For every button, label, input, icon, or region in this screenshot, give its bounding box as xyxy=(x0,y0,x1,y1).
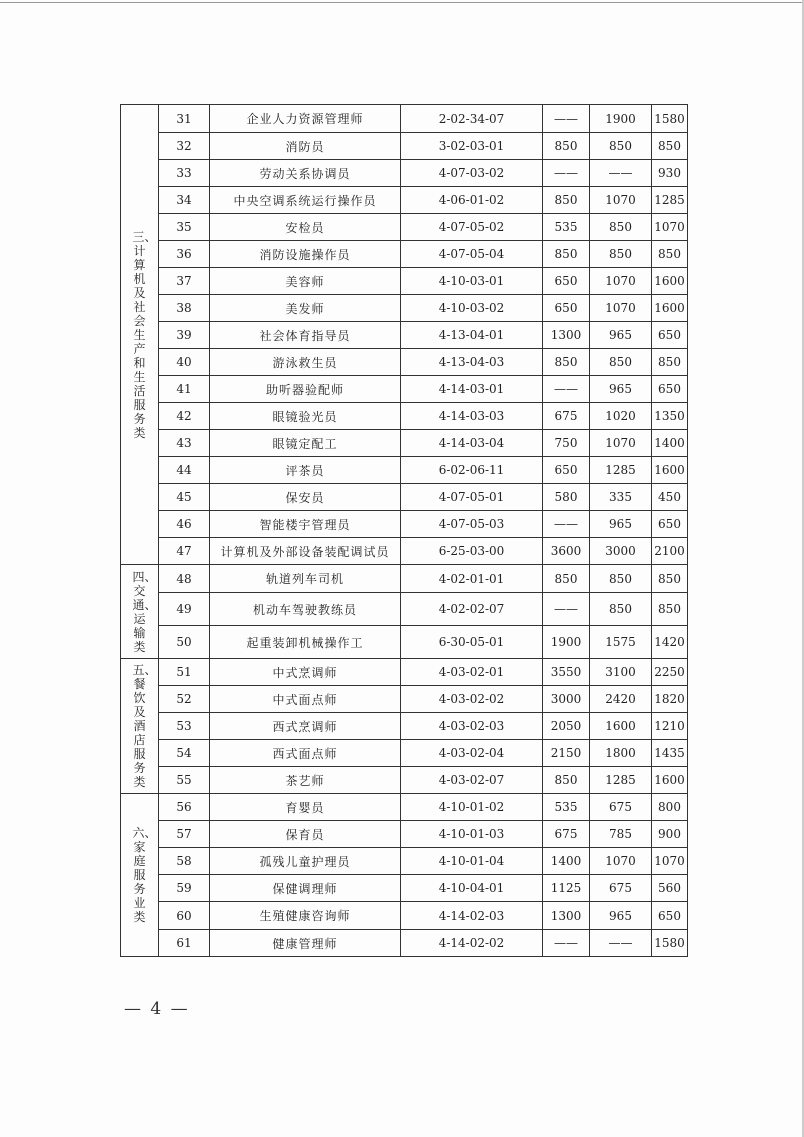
subsidy-level-a: 3550 xyxy=(543,659,590,686)
occupation-name: 茶艺师 xyxy=(210,767,401,794)
subsidy-level-a: 1900 xyxy=(543,626,590,659)
table-row xyxy=(121,511,688,538)
subsidy-level-c: 560 xyxy=(652,875,688,902)
table-row xyxy=(121,686,688,713)
table-row xyxy=(121,133,688,160)
row-number: 44 xyxy=(159,457,210,484)
subsidy-level-c: 2100 xyxy=(652,538,688,565)
table-row xyxy=(121,268,688,295)
occupation-name: 助听器验配师 xyxy=(210,376,401,403)
subsidy-level-b: 1285 xyxy=(590,767,652,794)
category-cell xyxy=(121,105,159,565)
row-number: 56 xyxy=(159,794,210,821)
row-number: 43 xyxy=(159,430,210,457)
subsidy-level-a: 1300 xyxy=(543,902,590,930)
subsidy-level-c: 850 xyxy=(652,565,688,593)
row-number: 41 xyxy=(159,376,210,403)
subsidy-level-a: 850 xyxy=(543,767,590,794)
occupation-code: 4-10-03-02 xyxy=(401,295,543,322)
subsidy-level-b: 850 xyxy=(590,214,652,241)
occupation-code: 4-07-05-01 xyxy=(401,484,543,511)
row-number: 50 xyxy=(159,626,210,659)
subsidy-level-c: 850 xyxy=(652,349,688,376)
category-label: 六、家庭服务业类 xyxy=(132,826,157,924)
subsidy-level-c: 850 xyxy=(652,241,688,268)
occupation-name: 育婴员 xyxy=(210,794,401,821)
footer-dash-left: — xyxy=(124,999,143,1019)
category-label: 五、餐饮及酒店服务类 xyxy=(132,663,157,789)
page-number: 4 xyxy=(150,999,164,1019)
table-row xyxy=(121,740,688,767)
row-number: 53 xyxy=(159,713,210,740)
subsidy-level-a: 850 xyxy=(543,133,590,160)
occupation-name: 保育员 xyxy=(210,821,401,848)
occupation-code: 4-14-03-04 xyxy=(401,430,543,457)
subsidy-level-c: 1210 xyxy=(652,713,688,740)
subsidy-level-a: —— xyxy=(543,376,590,403)
table-row xyxy=(121,659,688,686)
table-row xyxy=(121,821,688,848)
occupation-name: 评茶员 xyxy=(210,457,401,484)
subsidy-level-b: 850 xyxy=(590,133,652,160)
subsidy-level-a: 650 xyxy=(543,457,590,484)
subsidy-level-a: 650 xyxy=(543,295,590,322)
subsidy-level-b: 1285 xyxy=(590,457,652,484)
subsidy-level-c: 1600 xyxy=(652,295,688,322)
subsidy-level-c: 1580 xyxy=(652,930,688,957)
subsidy-level-c: 930 xyxy=(652,160,688,187)
category-cell xyxy=(121,794,159,957)
table-row xyxy=(121,713,688,740)
table-row xyxy=(121,187,688,214)
subsidy-level-b: 1800 xyxy=(590,740,652,767)
occupation-name: 轨道列车司机 xyxy=(210,565,401,593)
subsidy-level-c: 800 xyxy=(652,794,688,821)
row-number: 61 xyxy=(159,930,210,957)
occupation-code: 4-10-01-03 xyxy=(401,821,543,848)
subsidy-level-c: 900 xyxy=(652,821,688,848)
subsidy-level-c: 1350 xyxy=(652,403,688,430)
occupation-code: 2-02-34-07 xyxy=(401,105,543,133)
occupation-code: 4-03-02-04 xyxy=(401,740,543,767)
row-number: 54 xyxy=(159,740,210,767)
occupation-name: 中式面点师 xyxy=(210,686,401,713)
table-body xyxy=(121,105,688,957)
subsidy-level-a: 1125 xyxy=(543,875,590,902)
subsidy-level-a: 2050 xyxy=(543,713,590,740)
row-number: 37 xyxy=(159,268,210,295)
table-row xyxy=(121,626,688,659)
subsidy-level-a: 3000 xyxy=(543,686,590,713)
occupation-code: 6-30-05-01 xyxy=(401,626,543,659)
row-number: 55 xyxy=(159,767,210,794)
row-number: 38 xyxy=(159,295,210,322)
subsidy-level-a: 1300 xyxy=(543,322,590,349)
subsidy-level-a: 535 xyxy=(543,794,590,821)
occupation-name: 保安员 xyxy=(210,484,401,511)
subsidy-level-c: 850 xyxy=(652,133,688,160)
occupation-code: 4-03-02-03 xyxy=(401,713,543,740)
subsidy-level-a: 850 xyxy=(543,241,590,268)
subsidy-level-b: 1020 xyxy=(590,403,652,430)
subsidy-level-a: 2150 xyxy=(543,740,590,767)
subsidy-level-c: 1600 xyxy=(652,767,688,794)
subsidy-level-c: 1070 xyxy=(652,848,688,875)
subsidy-level-b: 1070 xyxy=(590,268,652,295)
subsidy-level-b: 1070 xyxy=(590,187,652,214)
subsidy-level-c: 1070 xyxy=(652,214,688,241)
occupation-name: 消防设施操作员 xyxy=(210,241,401,268)
occupation-code: 4-14-03-03 xyxy=(401,403,543,430)
subsidy-level-b: 1070 xyxy=(590,848,652,875)
subsidy-level-b: 1070 xyxy=(590,295,652,322)
subsidy-level-a: 850 xyxy=(543,349,590,376)
subsidy-level-b: 850 xyxy=(590,593,652,626)
subsidy-level-c: 2250 xyxy=(652,659,688,686)
subsidy-level-c: 650 xyxy=(652,902,688,930)
subsidy-level-b: 1900 xyxy=(590,105,652,133)
subsidy-level-b: 850 xyxy=(590,241,652,268)
row-number: 32 xyxy=(159,133,210,160)
row-number: 52 xyxy=(159,686,210,713)
subsidy-level-c: 1435 xyxy=(652,740,688,767)
subsidy-level-c: 1580 xyxy=(652,105,688,133)
subsidy-level-b: 965 xyxy=(590,902,652,930)
occupation-name: 眼镜定配工 xyxy=(210,430,401,457)
occupation-name: 西式烹调师 xyxy=(210,713,401,740)
occupation-name: 保健调理师 xyxy=(210,875,401,902)
occupation-code: 4-07-05-04 xyxy=(401,241,543,268)
table-row xyxy=(121,875,688,902)
table-row xyxy=(121,376,688,403)
table-row xyxy=(121,105,688,133)
subsidy-level-c: 1600 xyxy=(652,268,688,295)
occupation-code: 4-03-02-01 xyxy=(401,659,543,686)
page-top-border xyxy=(0,2,804,3)
subsidy-level-a: 750 xyxy=(543,430,590,457)
subsidy-level-a: —— xyxy=(543,160,590,187)
row-number: 47 xyxy=(159,538,210,565)
row-number: 34 xyxy=(159,187,210,214)
row-number: 48 xyxy=(159,565,210,593)
occupation-name: 西式面点师 xyxy=(210,740,401,767)
occupation-name: 眼镜验光员 xyxy=(210,403,401,430)
footer-dash-right: — xyxy=(170,999,190,1019)
row-number: 39 xyxy=(159,322,210,349)
subsidy-level-c: 1400 xyxy=(652,430,688,457)
row-number: 36 xyxy=(159,241,210,268)
occupation-name: 劳动关系协调员 xyxy=(210,160,401,187)
subsidy-level-c: 450 xyxy=(652,484,688,511)
subsidy-level-a: 650 xyxy=(543,268,590,295)
subsidy-level-b: 675 xyxy=(590,794,652,821)
occupation-code: 4-02-02-07 xyxy=(401,593,543,626)
subsidy-level-a: 850 xyxy=(543,565,590,593)
occupation-name: 中央空调系统运行操作员 xyxy=(210,187,401,214)
row-number: 40 xyxy=(159,349,210,376)
subsidy-level-b: 965 xyxy=(590,376,652,403)
table-row xyxy=(121,295,688,322)
occupation-code: 6-02-06-11 xyxy=(401,457,543,484)
table-row xyxy=(121,565,688,593)
row-number: 45 xyxy=(159,484,210,511)
subsidy-level-b: 3100 xyxy=(590,659,652,686)
subsidy-level-c: 850 xyxy=(652,593,688,626)
table-row xyxy=(121,794,688,821)
occupation-name: 美容师 xyxy=(210,268,401,295)
occupation-code: 4-07-05-03 xyxy=(401,511,543,538)
table-row xyxy=(121,767,688,794)
table-row xyxy=(121,538,688,565)
occupation-code: 4-13-04-01 xyxy=(401,322,543,349)
table-row xyxy=(121,484,688,511)
occupation-code: 4-14-02-02 xyxy=(401,930,543,957)
occupation-code: 4-03-02-07 xyxy=(401,767,543,794)
subsidy-level-b: 965 xyxy=(590,511,652,538)
subsidy-table xyxy=(120,104,688,957)
subsidy-level-a: —— xyxy=(543,930,590,957)
subsidy-level-c: 650 xyxy=(652,322,688,349)
occupation-name: 中式烹调师 xyxy=(210,659,401,686)
occupation-code: 4-13-04-03 xyxy=(401,349,543,376)
row-number: 58 xyxy=(159,848,210,875)
occupation-name: 机动车驾驶教练员 xyxy=(210,593,401,626)
subsidy-level-b: 675 xyxy=(590,875,652,902)
subsidy-level-c: 650 xyxy=(652,511,688,538)
table-row xyxy=(121,430,688,457)
table-row xyxy=(121,930,688,957)
occupation-name: 智能楼宇管理员 xyxy=(210,511,401,538)
category-label: 三、计算机及社会生产和生活服务类 xyxy=(132,229,157,440)
subsidy-level-c: 1420 xyxy=(652,626,688,659)
subsidy-level-c: 650 xyxy=(652,376,688,403)
subsidy-level-b: 850 xyxy=(590,349,652,376)
occupation-name: 计算机及外部设备装配调试员 xyxy=(210,538,401,565)
subsidy-level-c: 1285 xyxy=(652,187,688,214)
table-row xyxy=(121,349,688,376)
subsidy-level-a: —— xyxy=(543,511,590,538)
occupation-name: 起重装卸机械操作工 xyxy=(210,626,401,659)
occupation-code: 4-14-02-03 xyxy=(401,902,543,930)
occupation-code: 4-07-03-02 xyxy=(401,160,543,187)
category-label: 四、交通、运输类 xyxy=(132,569,157,654)
subsidy-level-b: 785 xyxy=(590,821,652,848)
occupation-code: 4-10-04-01 xyxy=(401,875,543,902)
subsidy-level-a: 675 xyxy=(543,821,590,848)
row-number: 59 xyxy=(159,875,210,902)
table-row xyxy=(121,322,688,349)
subsidy-level-b: 335 xyxy=(590,484,652,511)
subsidy-level-b: 1070 xyxy=(590,430,652,457)
subsidy-level-b: 850 xyxy=(590,565,652,593)
occupation-code: 4-10-03-01 xyxy=(401,268,543,295)
occupation-code: 4-10-01-02 xyxy=(401,794,543,821)
occupation-code: 3-02-03-01 xyxy=(401,133,543,160)
table-row xyxy=(121,848,688,875)
table-row xyxy=(121,403,688,430)
occupation-code: 4-10-01-04 xyxy=(401,848,543,875)
row-number: 42 xyxy=(159,403,210,430)
occupation-name: 孤残儿童护理员 xyxy=(210,848,401,875)
subsidy-level-a: —— xyxy=(543,593,590,626)
occupation-code: 4-14-03-01 xyxy=(401,376,543,403)
table-row xyxy=(121,593,688,626)
occupation-name: 健康管理师 xyxy=(210,930,401,957)
occupation-name: 生殖健康咨询师 xyxy=(210,902,401,930)
row-number: 31 xyxy=(159,105,210,133)
row-number: 60 xyxy=(159,902,210,930)
row-number: 49 xyxy=(159,593,210,626)
subsidy-level-b: 965 xyxy=(590,322,652,349)
table-row xyxy=(121,457,688,484)
subsidy-level-b: —— xyxy=(590,930,652,957)
subsidy-level-b: 2420 xyxy=(590,686,652,713)
row-number: 33 xyxy=(159,160,210,187)
subsidy-level-a: 675 xyxy=(543,403,590,430)
subsidy-level-a: 3600 xyxy=(543,538,590,565)
table-row xyxy=(121,214,688,241)
subsidy-level-b: 1575 xyxy=(590,626,652,659)
row-number: 46 xyxy=(159,511,210,538)
subsidy-level-c: 1600 xyxy=(652,457,688,484)
row-number: 35 xyxy=(159,214,210,241)
occupation-name: 安检员 xyxy=(210,214,401,241)
occupation-code: 4-07-05-02 xyxy=(401,214,543,241)
subsidy-level-a: 580 xyxy=(543,484,590,511)
occupation-code: 4-06-01-02 xyxy=(401,187,543,214)
occupation-name: 消防员 xyxy=(210,133,401,160)
subsidy-level-a: 1400 xyxy=(543,848,590,875)
occupation-code: 4-02-01-01 xyxy=(401,565,543,593)
occupation-name: 企业人力资源管理师 xyxy=(210,105,401,133)
subsidy-level-b: 1600 xyxy=(590,713,652,740)
occupation-name: 游泳救生员 xyxy=(210,349,401,376)
page-footer xyxy=(124,999,190,1019)
table-row xyxy=(121,160,688,187)
table-row xyxy=(121,241,688,268)
occupation-code: 6-25-03-00 xyxy=(401,538,543,565)
category-cell xyxy=(121,565,159,659)
occupation-name: 社会体育指导员 xyxy=(210,322,401,349)
subsidy-level-a: 850 xyxy=(543,187,590,214)
category-cell xyxy=(121,659,159,794)
subsidy-level-a: 535 xyxy=(543,214,590,241)
subsidy-level-a: —— xyxy=(543,105,590,133)
row-number: 57 xyxy=(159,821,210,848)
subsidy-level-b: —— xyxy=(590,160,652,187)
occupation-name: 美发师 xyxy=(210,295,401,322)
row-number: 51 xyxy=(159,659,210,686)
subsidy-level-c: 1820 xyxy=(652,686,688,713)
table-row xyxy=(121,902,688,930)
subsidy-level-b: 3000 xyxy=(590,538,652,565)
occupation-code: 4-03-02-02 xyxy=(401,686,543,713)
